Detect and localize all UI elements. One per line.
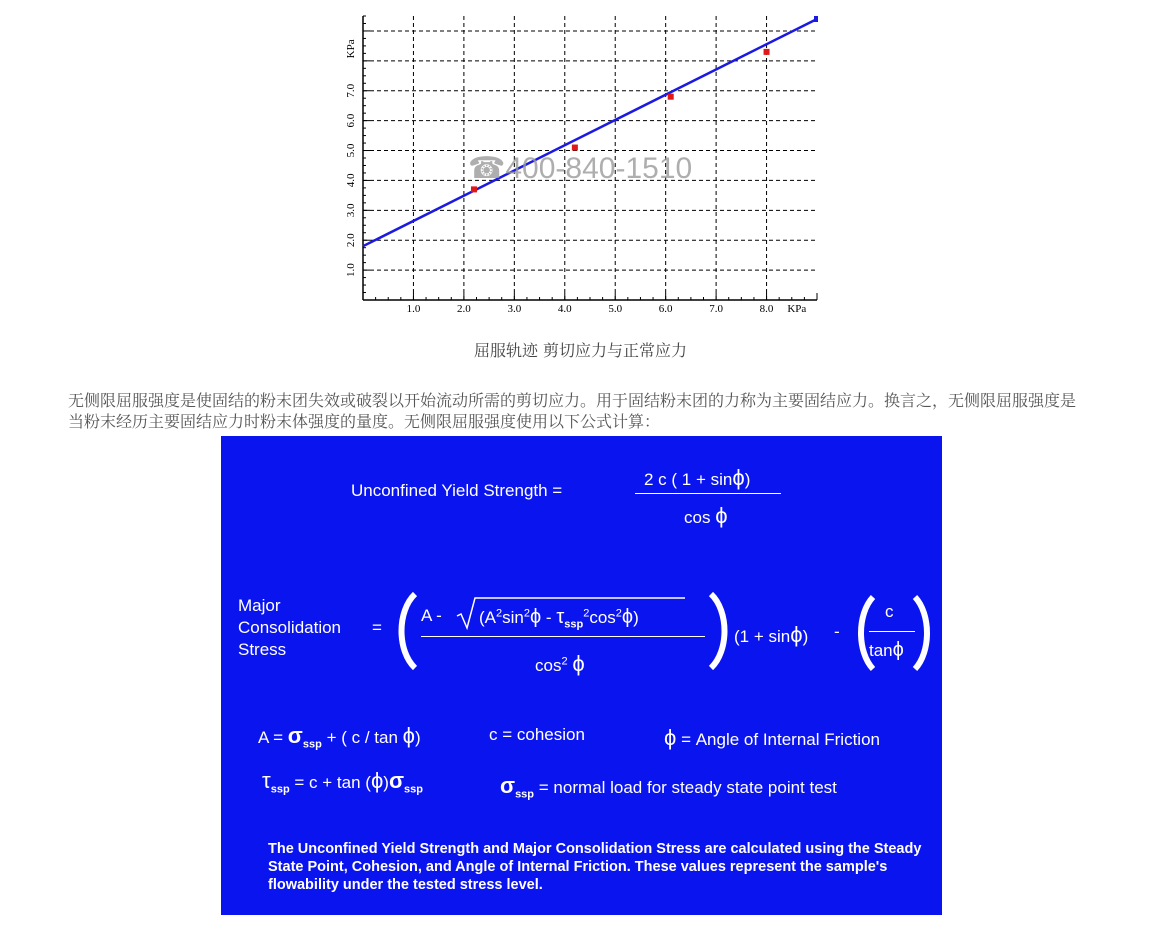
y-axis-label: KPa [345, 39, 357, 59]
def-sigma-text: = normal load for steady state point test [538, 778, 837, 797]
def-sigma [500, 773, 837, 800]
phi-symbol: ϕ [621, 606, 634, 628]
data-point [572, 145, 578, 151]
uys-numerator [644, 465, 750, 491]
yield-locus-line [363, 19, 817, 246]
data-point [814, 16, 818, 22]
radicand-cos: cos [589, 608, 616, 627]
description-paragraph: 无侧限屈服强度是使固结的粉末团失效或破裂以开始流动所需的剪切应力。用于固结粉末团的力称为主要固结应力。换言之，无侧限屈服强度是当粉末经历主要固结应力时粉末体强度的量度。无侧限屈服强度使用以下公式计算： [68, 391, 1077, 431]
mcs-den-cos: cos [535, 656, 562, 675]
chart-caption: 屈服轨迹 剪切应力与正常应力 [473, 341, 688, 360]
data-point [668, 94, 674, 100]
phi-symbol: ϕ [370, 768, 384, 793]
mcs-minus: - [834, 622, 840, 641]
mcs-middle-close: ) [802, 627, 809, 646]
radicand-sin: sin [502, 608, 524, 627]
frac2-bar [869, 631, 915, 632]
def-cohesion: c = cohesion [489, 725, 585, 744]
uys-denominator-text: cos [684, 508, 711, 527]
y-tick-label: 6.0 [345, 113, 357, 128]
mcs-denominator [535, 651, 585, 677]
mcs-fraction-bar [421, 636, 705, 637]
right-paren-2 [911, 594, 935, 672]
x-tick-label: 8.0 [759, 303, 774, 315]
def-tau [262, 768, 423, 795]
def-a-prefix: A = [258, 728, 284, 747]
tau-sub: ssp [270, 783, 290, 796]
x-tick-label: 1.0 [406, 303, 421, 315]
data-point [764, 49, 770, 55]
def-phi-text: = Angle of Internal Friction [681, 730, 880, 749]
data-point [471, 186, 477, 192]
y-tick-label: 5.0 [345, 143, 357, 158]
tau-sub: ssp [564, 618, 584, 631]
x-tick-label: 7.0 [709, 303, 723, 315]
mcs-label-line3: Stress [238, 640, 287, 659]
left-big-paren [391, 591, 421, 671]
y-tick-label: 1.0 [345, 263, 357, 277]
x-tick-label: 5.0 [608, 303, 623, 315]
x-tick-label: 6.0 [658, 303, 673, 315]
x-tick-label: 4.0 [557, 303, 572, 315]
exp: 2 [583, 607, 590, 620]
y-tick-label: 2.0 [345, 233, 357, 248]
exp: 2 [496, 607, 503, 620]
frac2-denominator [869, 639, 904, 662]
exp: 2 [561, 655, 568, 668]
def-a [258, 723, 421, 750]
tau-symbol: τ [262, 768, 271, 793]
mcs-label-line1: Major [238, 596, 281, 615]
chart-svg [344, 4, 818, 318]
mcs-equals: = [372, 618, 382, 637]
x-tick-label: 2.0 [457, 303, 471, 315]
mcs-middle [734, 622, 808, 648]
yield-locus-chart [344, 4, 818, 318]
x-axis-label: KPa [787, 303, 807, 315]
mcs-num-prefix: A - [421, 606, 442, 625]
phi-symbol: ϕ [715, 503, 728, 528]
frac2-den-text: tan [869, 641, 893, 660]
sigma-sub: ssp [302, 738, 322, 751]
formula-panel [221, 436, 942, 915]
def-a-close: ) [414, 728, 421, 747]
phi-symbol: ϕ [572, 651, 585, 676]
phi-symbol: ϕ [402, 723, 415, 748]
y-tick-label: 7.0 [345, 83, 357, 98]
uys-numerator-close: ) [744, 470, 751, 489]
y-tick-label: 4.0 [345, 173, 357, 188]
sigma-symbol: σ [500, 773, 516, 798]
phone-watermark: ☎400-840-1510 [468, 152, 693, 185]
def-phi [664, 725, 880, 751]
uys-label: Unconfined Yield Strength = [351, 481, 563, 500]
def-tau-close: ) [383, 773, 389, 792]
tau-symbol: τ [556, 606, 565, 628]
radicand [479, 606, 639, 630]
frac2-numerator: c [885, 602, 894, 621]
phi-symbol: ϕ [529, 606, 542, 628]
radicand-close: ) [633, 608, 639, 627]
def-a-rest: + ( c / tan [326, 728, 398, 747]
mcs-label-line2: Consolidation [238, 618, 342, 637]
sigma-sub: ssp [515, 788, 535, 801]
phi-symbol: ϕ [732, 465, 745, 490]
phi-symbol: ϕ [664, 725, 677, 750]
radicand-minus: - [545, 608, 552, 627]
sigma-sub: ssp [404, 783, 423, 796]
formula-note: The Unconfined Yield Strength and Major Consolidation Stress are calculated using the Steady State Point, Cohesion, and Angle of Internal Friction. These values represent the sample's flowability under the tested stress level. [268, 841, 922, 893]
sigma-symbol: σ [287, 723, 303, 748]
exp: 2 [523, 607, 530, 620]
phi-symbol: ϕ [892, 639, 904, 661]
mcs-middle-text: (1 + sin [734, 627, 791, 646]
radicand-open: (A [479, 608, 496, 627]
exp: 2 [615, 607, 622, 620]
right-big-paren [705, 591, 735, 671]
def-tau-rest: = c + tan ( [294, 773, 371, 792]
uys-numerator-text: 2 c ( 1 + sin [644, 470, 733, 489]
y-tick-label: 3.0 [345, 203, 357, 218]
sigma-symbol: σ [388, 768, 405, 793]
x-tick-label: 3.0 [507, 303, 522, 315]
uys-fraction-bar [635, 493, 781, 494]
uys-denominator [684, 503, 728, 529]
phi-symbol: ϕ [790, 622, 803, 647]
